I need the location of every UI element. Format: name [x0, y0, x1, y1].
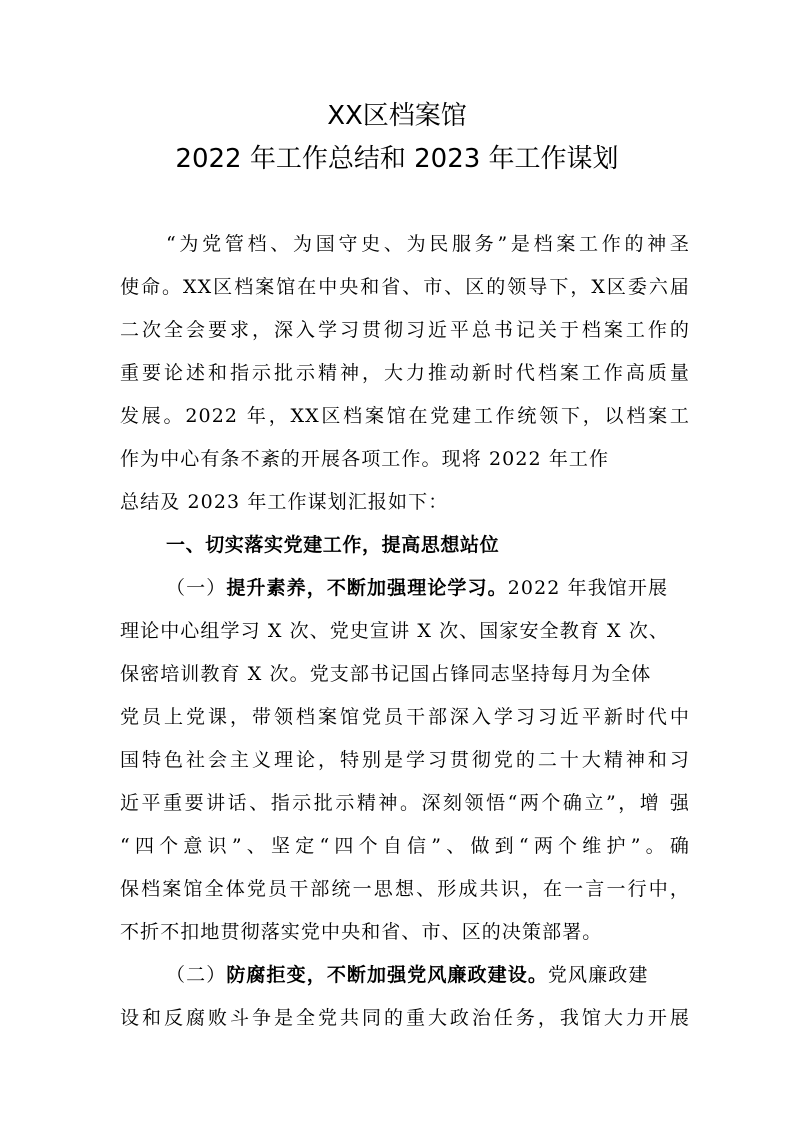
subsection-heading: 防腐拒变，不断加强党风廉政建设。 — [226, 964, 548, 986]
section-heading: 一、切实落实党建工作，提高思想站位 — [166, 534, 500, 556]
paragraph-line: 重要论述和指示批示精神，大力推动新时代档案工作高质量 — [120, 362, 690, 384]
paragraph-line: 不折不扣地贯彻落实党中央和省、市、区的决策部署。 — [120, 921, 603, 943]
paragraph-line: 理论中心组学习 X 次、党史宣讲 X 次、国家安全教育 X 次、 — [120, 620, 670, 642]
paragraph-line: 总结及 2023 年工作谋划汇报如下： — [120, 491, 449, 513]
paragraph-line: 发展。2022 年，XX区档案馆在党建工作统领下，以档案工 — [120, 405, 690, 427]
paragraph-line: 保档案馆全体党员干部统一思想、形成共识，在一言一行中， — [120, 878, 690, 900]
paragraph-line: 二次全会要求，深入学习贯彻习近平总书记关于档案工作的 — [120, 319, 690, 341]
document-title-line-1: XX区档案馆 — [327, 101, 467, 131]
subsection-heading: 提升素养，不断加强理论学习。 — [226, 577, 508, 599]
subsection-text: 2022 年我馆开展 — [507, 577, 669, 599]
subsection-text: 党风廉政建 — [547, 964, 649, 986]
paragraph-line: 作为中心有条不紊的开展各项工作。现将 2022 年工作 — [120, 448, 610, 470]
paragraph-line: “四个意识”、坚定“四个自信”、做到“两个维护”。确 — [120, 835, 690, 857]
paragraph-line: 设和反腐败斗争是全党共同的重大政治任务，我馆大力开展 — [120, 1007, 690, 1029]
document-title-line-2: 2022 年工作总结和 2023 年工作谋划 — [175, 144, 619, 174]
paragraph-line: 党员上党课，带领档案馆党员干部深入学习习近平新时代中 — [120, 706, 690, 728]
subsection-2-first-line — [166, 963, 690, 987]
paragraph-line: 使命。XX区档案馆在中央和省、市、区的领导下，X区委六届 — [120, 276, 690, 298]
subsection-1-first-line — [166, 576, 690, 600]
paragraph-line: 近平重要讲话、指示批示精神。深刻领悟“两个确立”，增 强 — [120, 792, 690, 814]
paragraph-line: 国特色社会主义理论，特别是学习贯彻党的二十大精神和习 — [120, 749, 690, 771]
paragraph-line: 保密培训教育 X 次。党支部书记国占锋同志坚持每月为全体 — [120, 663, 652, 685]
subsection-number: （二） — [166, 964, 227, 986]
paragraph-line: “为党管档、为国守史、为民服务”是档案工作的神圣 — [166, 233, 690, 255]
subsection-number: （一） — [166, 577, 227, 599]
